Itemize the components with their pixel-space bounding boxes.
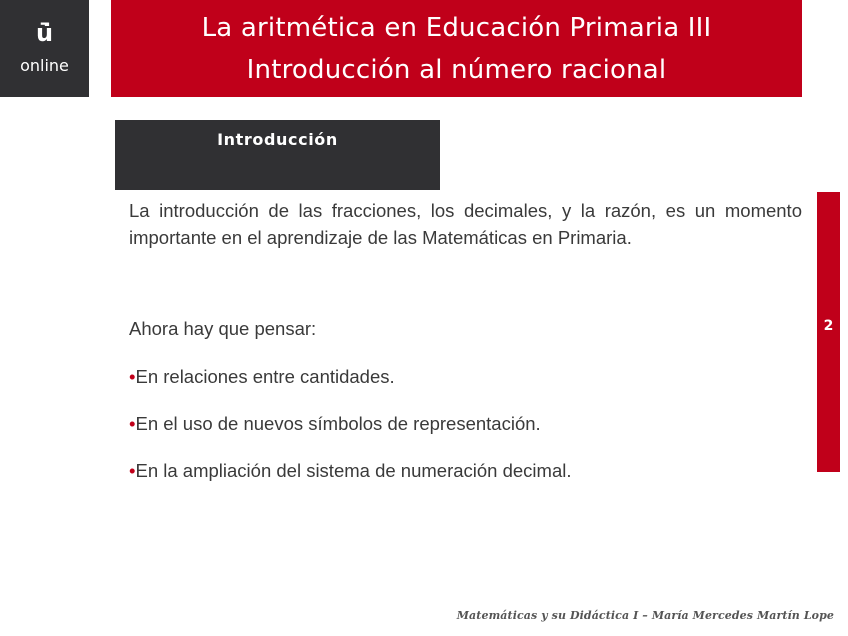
bullet-text: En el uso de nuevos símbolos de representación. (135, 413, 541, 434)
list-item (129, 365, 571, 412)
logo-mark: ū̇ (35, 19, 54, 47)
page-indicator-bar (817, 192, 840, 472)
bullet-icon: • (129, 460, 136, 481)
bullet-icon: • (129, 366, 136, 387)
slide-title-line-2: Introducción al número racional (246, 54, 667, 85)
section-title: Introducción (217, 130, 338, 149)
logo (0, 0, 89, 97)
section-header (115, 120, 440, 190)
prompt-text: Ahora hay que pensar: (129, 318, 317, 339)
bullet-icon: • (129, 413, 136, 434)
intro-paragraph: La introducción de las fracciones, los decimales, y la razón, es un momento importante en el aprendizaje de las Matemáticas en Primaria. (129, 200, 802, 248)
page-number: 2 (823, 318, 834, 334)
slide-body (129, 197, 802, 481)
list-item (129, 412, 571, 459)
bullet-list (129, 365, 571, 506)
slide-title-line-1: La aritmética en Educación Primaria III (201, 12, 712, 43)
logo-text: online (20, 56, 69, 75)
bullet-text: En relaciones entre cantidades. (135, 366, 395, 387)
title-banner (111, 0, 802, 97)
list-item (129, 459, 571, 506)
bullet-text: En la ampliación del sistema de numeración decimal. (135, 460, 572, 481)
footer-credit: Matemáticas y su Didáctica I – María Mercedes Martín Lope (456, 609, 834, 622)
